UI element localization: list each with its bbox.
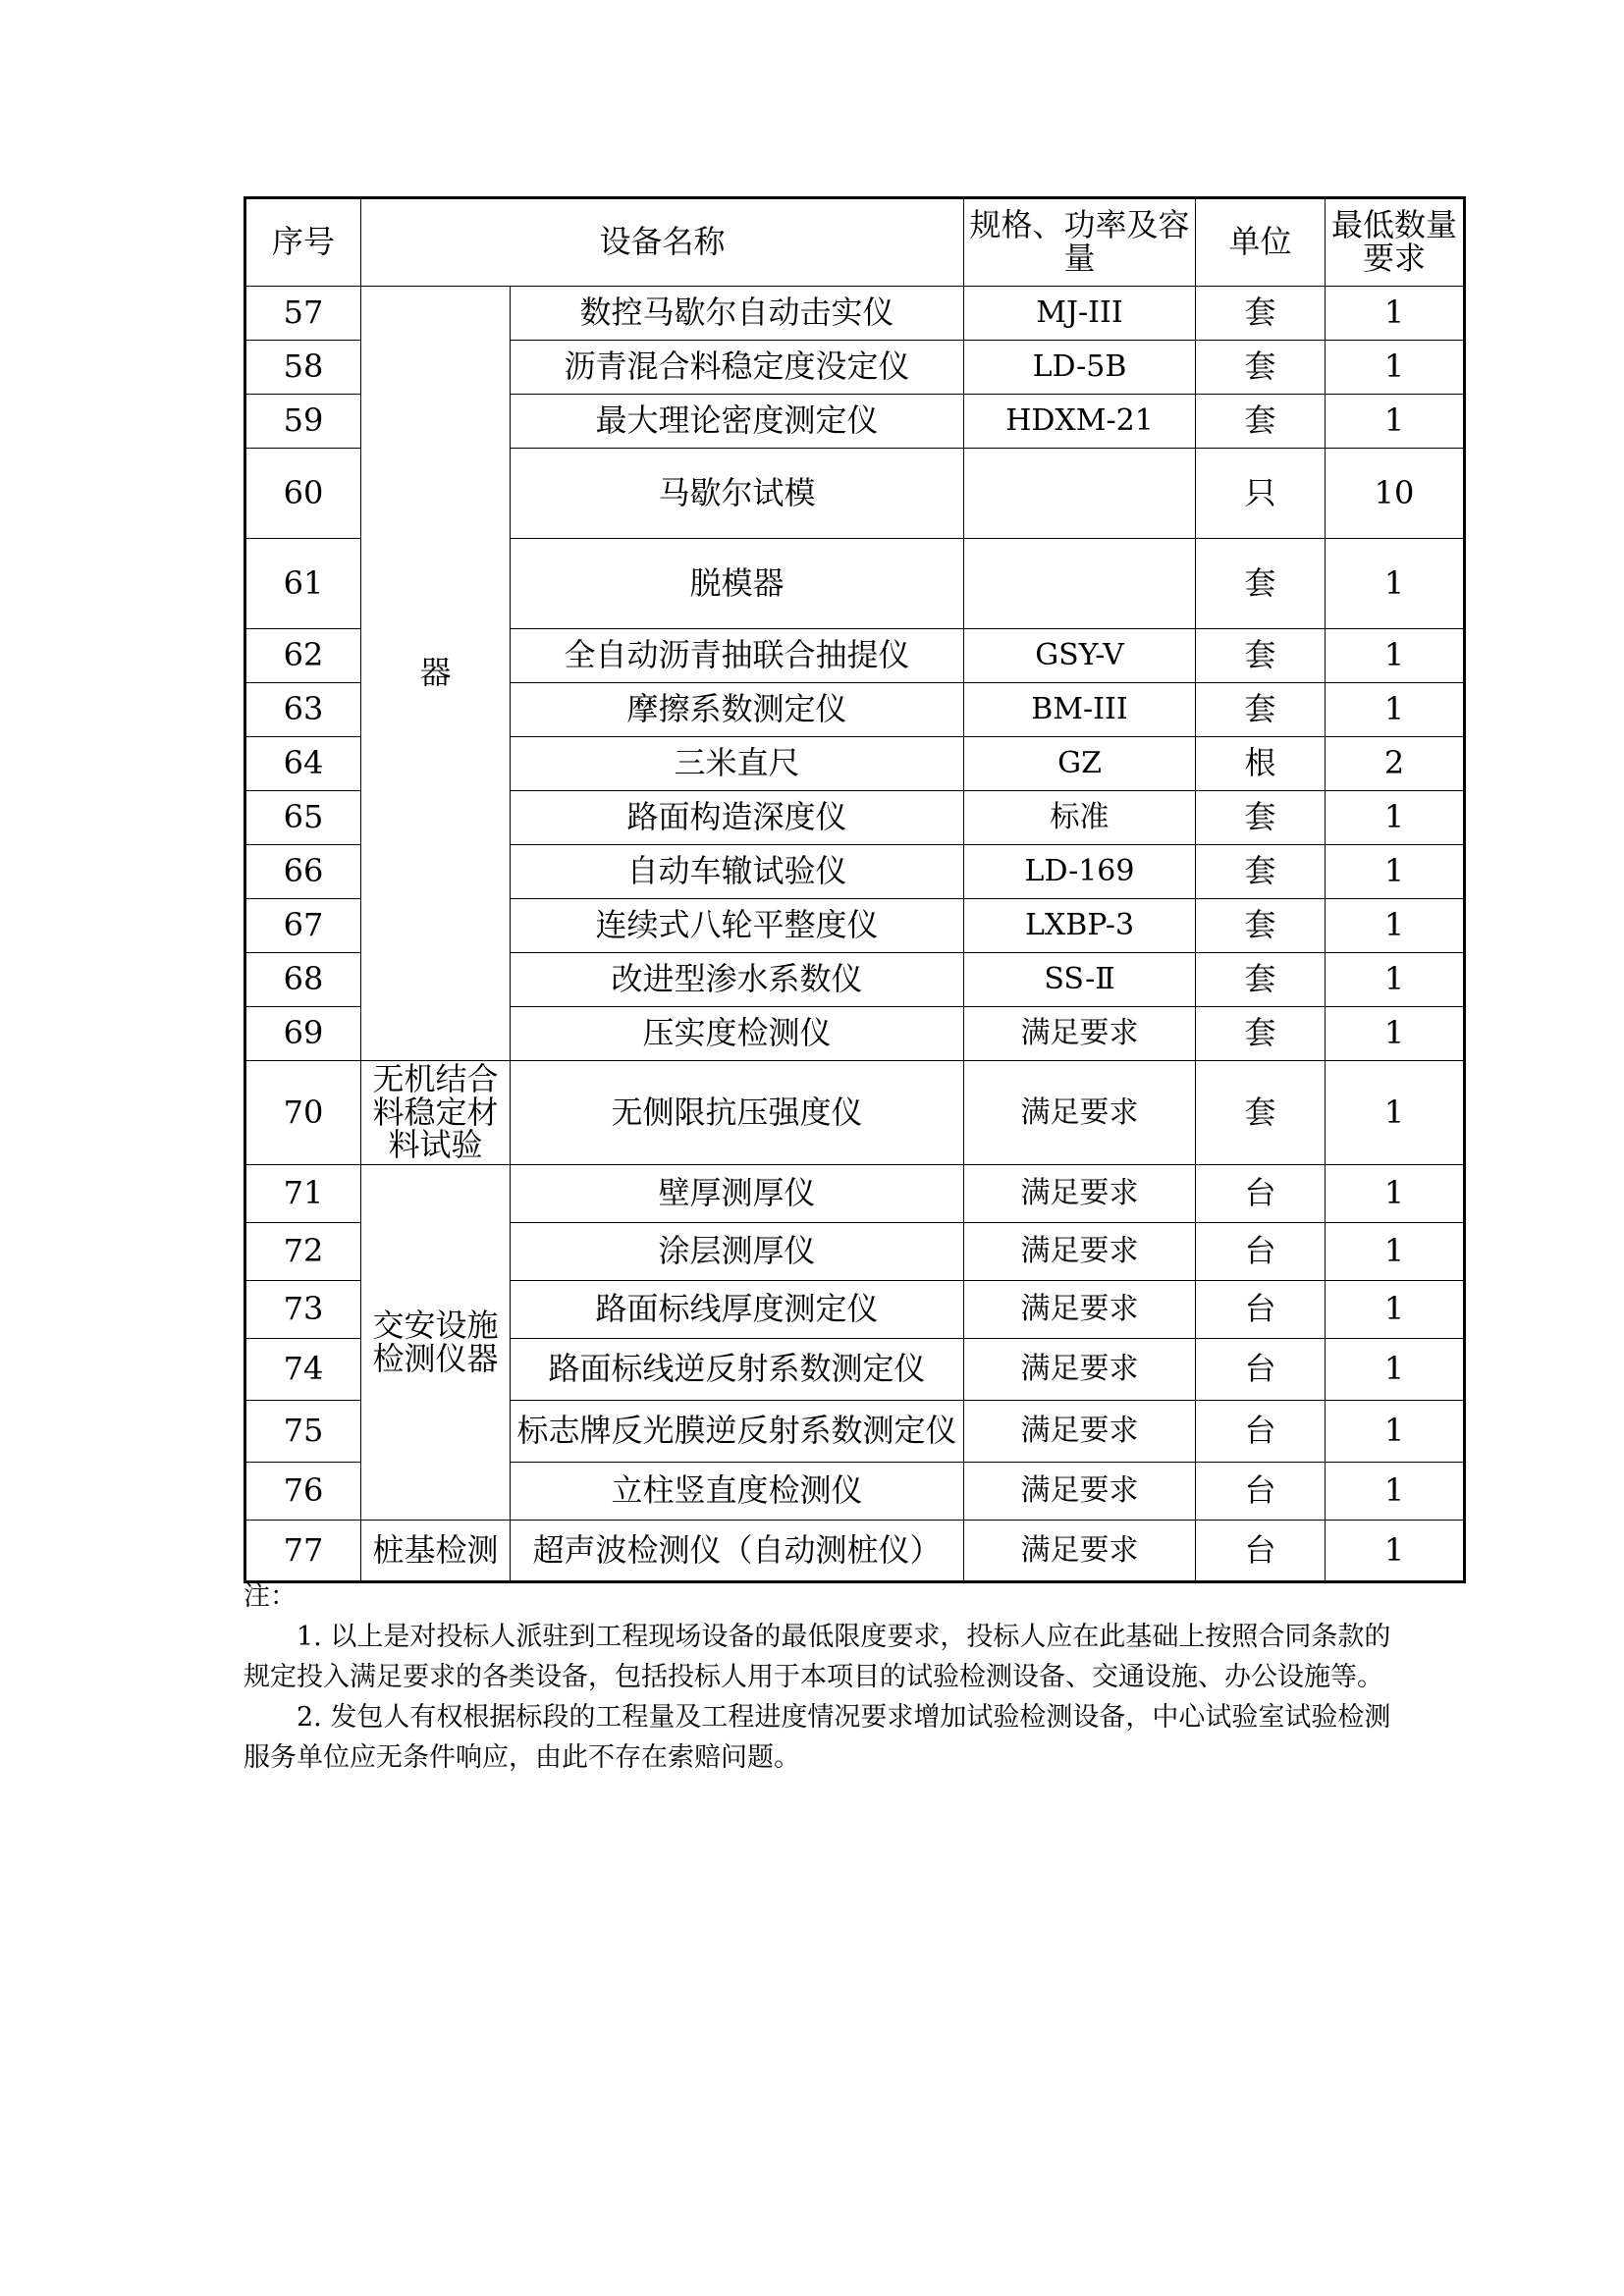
qty-cell: 1 [1326, 341, 1465, 395]
note-item: 2. 发包人有权根据标段的工程量及工程进度情况要求增加试验检测设备，中心试验室试验检测服务单位应无条件响应，由此不存在索赔问题。 [244, 1702, 1391, 1773]
unit-cell: 套 [1196, 395, 1326, 449]
name-cell: 超声波检测仪（自动测桩仪） [511, 1521, 964, 1582]
name-cell: 自动车辙试验仪 [511, 845, 964, 899]
name-cell: 马歇尔试模 [511, 449, 964, 539]
unit-cell: 台 [1196, 1401, 1326, 1463]
seq-cell: 70 [245, 1061, 361, 1165]
name-cell: 数控马歇尔自动击实仪 [511, 287, 964, 341]
qty-cell: 2 [1326, 737, 1465, 791]
qty-cell: 1 [1326, 1223, 1465, 1281]
spec-cell: LXBP-3 [964, 899, 1196, 953]
qty-cell: 10 [1326, 449, 1465, 539]
spec-cell [964, 539, 1196, 629]
seq-cell: 61 [245, 539, 361, 629]
qty-cell: 1 [1326, 1061, 1465, 1165]
category-cell: 桩基检测 [361, 1521, 511, 1582]
category-cell: 器 [361, 287, 511, 1061]
table-header-row [245, 198, 1465, 287]
qty-cell: 1 [1326, 287, 1465, 341]
unit-cell: 台 [1196, 1165, 1326, 1223]
name-cell: 壁厚测厚仪 [511, 1165, 964, 1223]
spec-cell: SS-Ⅱ [964, 953, 1196, 1007]
seq-cell: 57 [245, 287, 361, 341]
notes-title: 注： [244, 1581, 297, 1612]
seq-cell: 62 [245, 629, 361, 683]
seq-cell: 76 [245, 1463, 361, 1521]
seq-cell: 71 [245, 1165, 361, 1223]
qty-cell: 1 [1326, 1281, 1465, 1339]
name-cell: 脱模器 [511, 539, 964, 629]
category-cell: 交安设施检测仪器 [361, 1165, 511, 1521]
table-row [245, 1061, 1465, 1165]
spec-cell: 满足要求 [964, 1281, 1196, 1339]
qty-cell: 1 [1326, 1339, 1465, 1401]
seq-cell: 75 [245, 1401, 361, 1463]
header-qty: 最低数量要求 [1326, 198, 1465, 287]
seq-cell: 66 [245, 845, 361, 899]
name-cell: 摩擦系数测定仪 [511, 683, 964, 737]
spec-cell: 满足要求 [964, 1339, 1196, 1401]
name-cell: 涂层测厚仪 [511, 1223, 964, 1281]
unit-cell: 套 [1196, 845, 1326, 899]
unit-cell: 只 [1196, 449, 1326, 539]
qty-cell: 1 [1326, 395, 1465, 449]
qty-cell: 1 [1326, 1007, 1465, 1061]
qty-cell: 1 [1326, 791, 1465, 845]
seq-cell: 68 [245, 953, 361, 1007]
unit-cell: 台 [1196, 1521, 1326, 1582]
header-name: 设备名称 [361, 198, 964, 287]
notes-section [244, 1576, 1402, 1778]
qty-cell: 1 [1326, 1521, 1465, 1582]
name-cell: 连续式八轮平整度仪 [511, 899, 964, 953]
spec-cell: LD-169 [964, 845, 1196, 899]
unit-cell: 套 [1196, 287, 1326, 341]
name-cell: 全自动沥青抽联合抽提仪 [511, 629, 964, 683]
name-cell: 三米直尺 [511, 737, 964, 791]
spec-cell: GZ [964, 737, 1196, 791]
header-seq: 序号 [245, 198, 361, 287]
unit-cell: 套 [1196, 899, 1326, 953]
spec-cell: GSY-V [964, 629, 1196, 683]
unit-cell: 套 [1196, 953, 1326, 1007]
seq-cell: 67 [245, 899, 361, 953]
table-row [245, 287, 1465, 341]
seq-cell: 73 [245, 1281, 361, 1339]
unit-cell: 套 [1196, 629, 1326, 683]
unit-cell: 套 [1196, 683, 1326, 737]
spec-cell: 满足要求 [964, 1463, 1196, 1521]
spec-cell: 满足要求 [964, 1223, 1196, 1281]
seq-cell: 59 [245, 395, 361, 449]
seq-cell: 60 [245, 449, 361, 539]
unit-cell: 台 [1196, 1223, 1326, 1281]
spec-cell: 满足要求 [964, 1061, 1196, 1165]
qty-cell: 1 [1326, 953, 1465, 1007]
header-spec: 规格、功率及容量 [964, 198, 1196, 287]
table-row [245, 1165, 1465, 1223]
unit-cell: 台 [1196, 1463, 1326, 1521]
spec-cell: 满足要求 [964, 1165, 1196, 1223]
spec-cell: 满足要求 [964, 1401, 1196, 1463]
seq-cell: 64 [245, 737, 361, 791]
spec-cell: 满足要求 [964, 1521, 1196, 1582]
name-cell: 路面构造深度仪 [511, 791, 964, 845]
name-cell: 无侧限抗压强度仪 [511, 1061, 964, 1165]
name-cell: 路面标线厚度测定仪 [511, 1281, 964, 1339]
unit-cell: 套 [1196, 539, 1326, 629]
equipment-table [244, 196, 1466, 1583]
spec-cell: LD-5B [964, 341, 1196, 395]
unit-cell: 套 [1196, 341, 1326, 395]
qty-cell: 1 [1326, 1401, 1465, 1463]
name-cell: 最大理论密度测定仪 [511, 395, 964, 449]
header-unit: 单位 [1196, 198, 1326, 287]
qty-cell: 1 [1326, 1165, 1465, 1223]
seq-cell: 72 [245, 1223, 361, 1281]
qty-cell: 1 [1326, 683, 1465, 737]
unit-cell: 根 [1196, 737, 1326, 791]
unit-cell: 台 [1196, 1281, 1326, 1339]
unit-cell: 台 [1196, 1339, 1326, 1401]
name-cell: 压实度检测仪 [511, 1007, 964, 1061]
name-cell: 改进型渗水系数仪 [511, 953, 964, 1007]
name-cell: 标志牌反光膜逆反射系数测定仪 [511, 1401, 964, 1463]
seq-cell: 69 [245, 1007, 361, 1061]
qty-cell: 1 [1326, 1463, 1465, 1521]
table-row [245, 1521, 1465, 1582]
name-cell: 路面标线逆反射系数测定仪 [511, 1339, 964, 1401]
unit-cell: 套 [1196, 1007, 1326, 1061]
qty-cell: 1 [1326, 845, 1465, 899]
spec-cell: MJ-III [964, 287, 1196, 341]
note-item: 1. 以上是对投标人派驻到工程现场设备的最低限度要求，投标人应在此基础上按照合同条款的规定投入满足要求的各类设备，包括投标人用于本项目的试验检测设备、交通设施、办公设施等。 [244, 1622, 1391, 1692]
seq-cell: 63 [245, 683, 361, 737]
category-cell: 无机结合料稳定材料试验 [361, 1061, 511, 1165]
seq-cell: 58 [245, 341, 361, 395]
seq-cell: 74 [245, 1339, 361, 1401]
name-cell: 立柱竖直度检测仪 [511, 1463, 964, 1521]
name-cell: 沥青混合料稳定度没定仪 [511, 341, 964, 395]
unit-cell: 套 [1196, 791, 1326, 845]
seq-cell: 65 [245, 791, 361, 845]
spec-cell [964, 449, 1196, 539]
qty-cell: 1 [1326, 539, 1465, 629]
spec-cell: 标准 [964, 791, 1196, 845]
qty-cell: 1 [1326, 629, 1465, 683]
seq-cell: 77 [245, 1521, 361, 1582]
spec-cell: BM-III [964, 683, 1196, 737]
qty-cell: 1 [1326, 899, 1465, 953]
spec-cell: 满足要求 [964, 1007, 1196, 1061]
unit-cell: 套 [1196, 1061, 1326, 1165]
spec-cell: HDXM-21 [964, 395, 1196, 449]
